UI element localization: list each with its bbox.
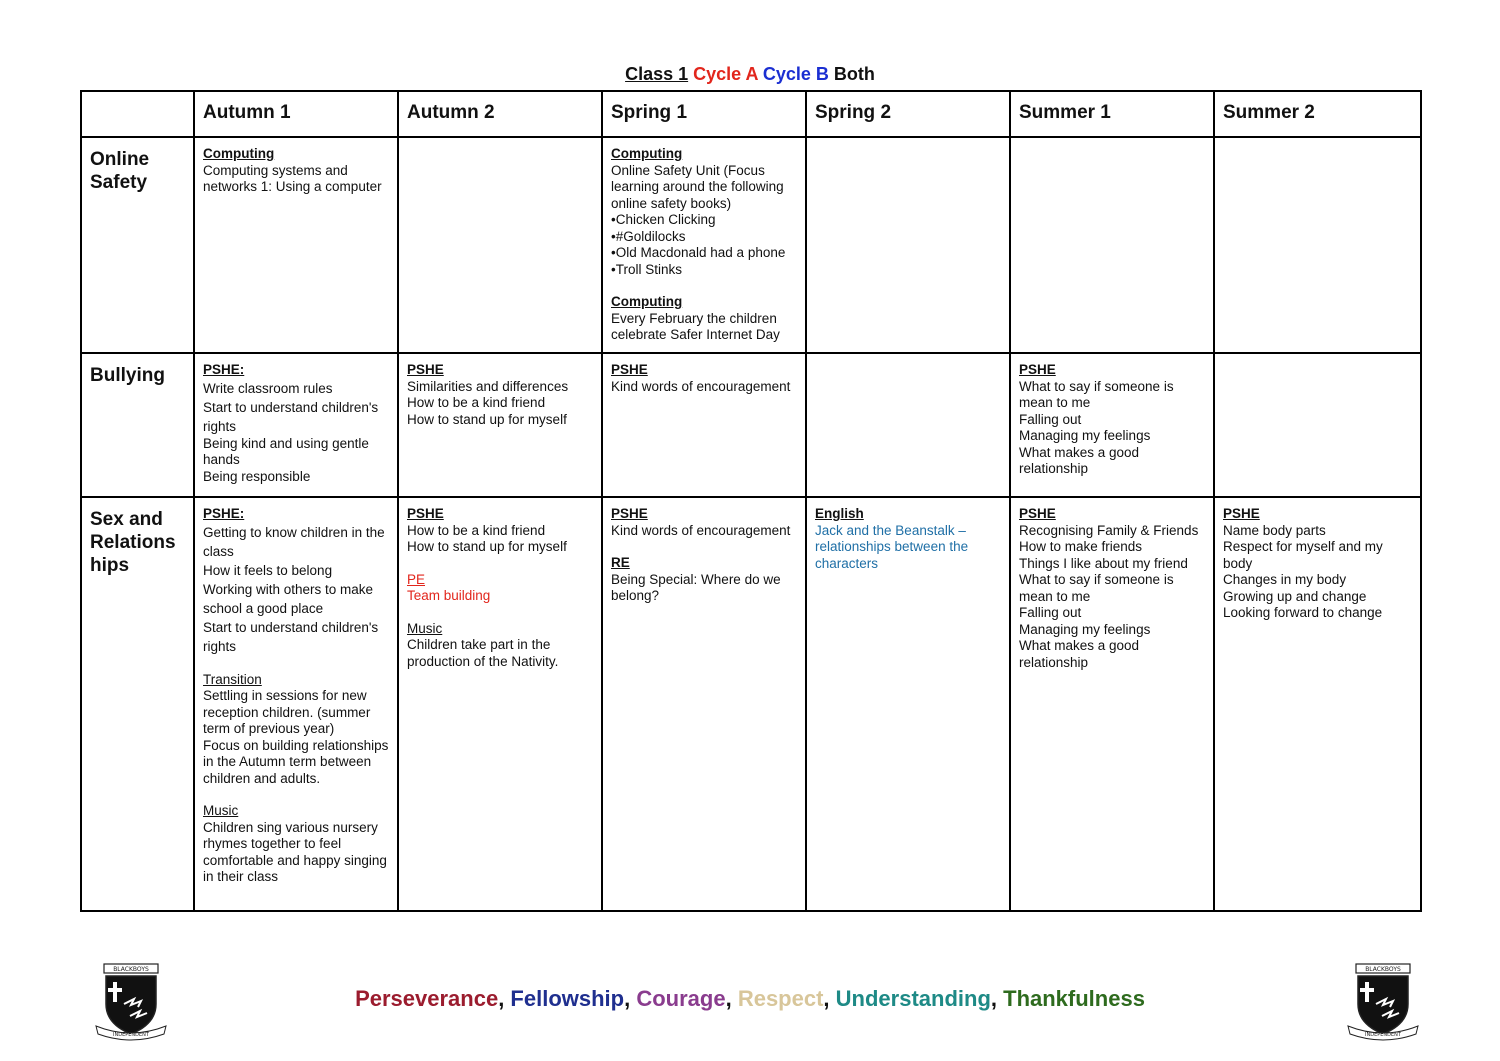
subject-heading: RE <box>611 555 630 570</box>
value-word: Thankfulness <box>1003 986 1145 1011</box>
title-class: Class 1 <box>625 64 689 84</box>
cell-text: Write classroom rules <box>203 380 333 396</box>
cell-text: Things I like about my friend <box>1019 555 1188 571</box>
cell-autumn1 <box>194 497 398 911</box>
cell-text: Growing up and change <box>1223 588 1367 604</box>
cell-text: How it feels to belong <box>203 562 333 578</box>
cell-spring1 <box>602 353 806 497</box>
cell-text: Start to understand children's rights <box>203 399 379 434</box>
term-header: Summer 1 <box>1010 91 1214 137</box>
cell-text: Similarities and differences <box>407 378 569 394</box>
title-both: Both <box>833 64 875 84</box>
cell-text: Settling in sessions for new reception children. (summer term of previous year) <box>203 688 371 736</box>
corner-cell <box>81 91 194 137</box>
cell-text: How to stand up for myself <box>407 411 567 427</box>
subject-heading: PSHE <box>611 362 648 377</box>
value-word: Perseverance <box>355 986 499 1011</box>
cell-text: Jack and the Beanstalk – relationships between the characters <box>815 522 969 571</box>
term-header: Autumn 2 <box>398 91 602 137</box>
term-header: Autumn 1 <box>194 91 398 137</box>
cell-autumn2 <box>398 497 602 911</box>
subject-heading: Computing <box>611 294 683 309</box>
cell-text: Being Special: Where do we belong? <box>611 571 781 603</box>
subject-heading: Computing <box>203 146 275 161</box>
crest-ribbon: INDEPENDENT <box>1365 1032 1401 1038</box>
cell-spring1 <box>602 137 806 353</box>
cell-text: How to make friends <box>1019 539 1143 554</box>
subject-heading: PSHE <box>1223 506 1260 521</box>
cell-text: Falling out <box>1019 411 1082 427</box>
curriculum-table <box>80 90 1422 912</box>
subject-heading: PSHE <box>1019 362 1056 377</box>
header-row <box>81 91 1421 137</box>
cell-text: Respect for myself and my body <box>1223 539 1383 571</box>
cell-text: Online Safety Unit (Focus learning around the following online safety books) <box>611 162 784 211</box>
cell-summer1 <box>1010 353 1214 497</box>
cell-text: Getting to know children in the class <box>203 524 385 559</box>
title-cycle-a: Cycle A <box>693 64 758 84</box>
cell-text: Looking forward to change <box>1223 605 1383 620</box>
cell-text: What makes a good relationship <box>1019 638 1140 670</box>
cell-text: Name body parts <box>1223 522 1326 538</box>
value-word: Fellowship <box>510 986 625 1011</box>
cell-text: Managing my feelings <box>1019 428 1151 443</box>
value-word: Understanding <box>835 986 991 1011</box>
cell-summer2 <box>1214 497 1421 911</box>
cell-text: •Troll Stinks <box>611 261 682 277</box>
row-label: Online Safety <box>81 137 194 353</box>
cell-autumn2 <box>398 353 602 497</box>
subject-heading: PSHE: <box>203 362 245 377</box>
row-label: Sex and Relations hips <box>81 497 194 911</box>
subject-heading: PSHE: <box>203 506 245 521</box>
cell-text: •Old Macdonald had a phone <box>611 245 786 260</box>
crest-motto: BLACKBOYS <box>1365 966 1401 973</box>
cell-text: How to stand up for myself <box>407 539 567 554</box>
subject-heading: PE <box>407 571 426 587</box>
school-values: Perseverance, Fellowship, Courage, Respect, Understanding, Thankfulness <box>355 986 1145 1011</box>
cell-text: Every February the children celebrate Safer Internet Day <box>611 310 780 342</box>
subject-heading: English <box>815 506 864 521</box>
cell-text: Children sing various nursery rhymes together to feel comfortable and happy singing in their class <box>203 819 387 884</box>
crest-motto: BLACKBOYS <box>113 966 149 973</box>
cell-text: Working with others to make school a good place <box>203 581 374 616</box>
subject-heading: PSHE <box>407 506 444 521</box>
term-header: Summer 2 <box>1214 91 1421 137</box>
cell-autumn1 <box>194 137 398 353</box>
cell-summer2 <box>1214 137 1421 353</box>
cell-text: What to say if someone is mean to me <box>1019 572 1174 604</box>
cell-spring2 <box>806 137 1010 353</box>
cell-text: Kind words of encouragement <box>611 522 791 538</box>
term-header: Spring 1 <box>602 91 806 137</box>
subject-heading: Music <box>203 803 239 818</box>
cell-text: Being responsible <box>203 468 311 484</box>
subject-heading: PSHE <box>1019 506 1056 521</box>
cell-text: •Chicken Clicking <box>611 212 716 227</box>
term-header: Spring 2 <box>806 91 1010 137</box>
cell-text: Recognising Family & Friends <box>1019 522 1199 538</box>
cell-text: Start to understand children's rights <box>203 619 379 654</box>
subject-heading: Music <box>407 620 443 636</box>
row-sex-relationships <box>81 497 1421 911</box>
cell-spring1 <box>602 497 806 911</box>
subject-heading: Computing <box>611 146 683 161</box>
cell-summer2 <box>1214 353 1421 497</box>
cell-text: How to be a kind friend <box>407 522 546 538</box>
crest-ribbon: INDEPENDENT <box>113 1032 149 1038</box>
value-word: Courage <box>636 986 726 1011</box>
title-cycle-b: Cycle B <box>762 64 829 84</box>
cell-autumn1 <box>194 353 398 497</box>
cell-text: Children take part in the production of the Nativity. <box>407 637 559 669</box>
cell-text: Being kind and using gentle hands <box>203 435 369 467</box>
cell-text: Team building <box>407 588 491 603</box>
cell-text: Kind words of encouragement <box>611 378 791 394</box>
cell-text: Computing systems and networks 1: Using a computer <box>203 162 382 194</box>
subject-heading: Transition <box>203 671 262 687</box>
value-word: Respect <box>737 986 824 1011</box>
row-online-safety <box>81 137 1421 353</box>
school-crest-right-icon <box>1342 960 1424 1042</box>
subject-heading: PSHE <box>407 362 444 377</box>
cell-text: •#Goldilocks <box>611 228 686 244</box>
cell-summer1 <box>1010 497 1214 911</box>
cell-spring2 <box>806 497 1010 911</box>
subject-heading: PSHE <box>611 506 648 521</box>
row-label: Bullying <box>81 353 194 497</box>
cell-text: What to say if someone is mean to me <box>1019 378 1174 410</box>
cell-spring2 <box>806 353 1010 497</box>
row-bullying <box>81 353 1421 497</box>
cell-summer1 <box>1010 137 1214 353</box>
cell-text: Falling out <box>1019 605 1082 620</box>
cell-text: What makes a good relationship <box>1019 444 1140 476</box>
cell-text: Managing my feelings <box>1019 621 1151 637</box>
cell-autumn2 <box>398 137 602 353</box>
page-title <box>0 64 1500 85</box>
cell-text: Changes in my body <box>1223 572 1347 587</box>
cell-text: Focus on building relationships in the Autumn term between children and adults. <box>203 737 389 786</box>
cell-text: How to be a kind friend <box>407 395 546 410</box>
